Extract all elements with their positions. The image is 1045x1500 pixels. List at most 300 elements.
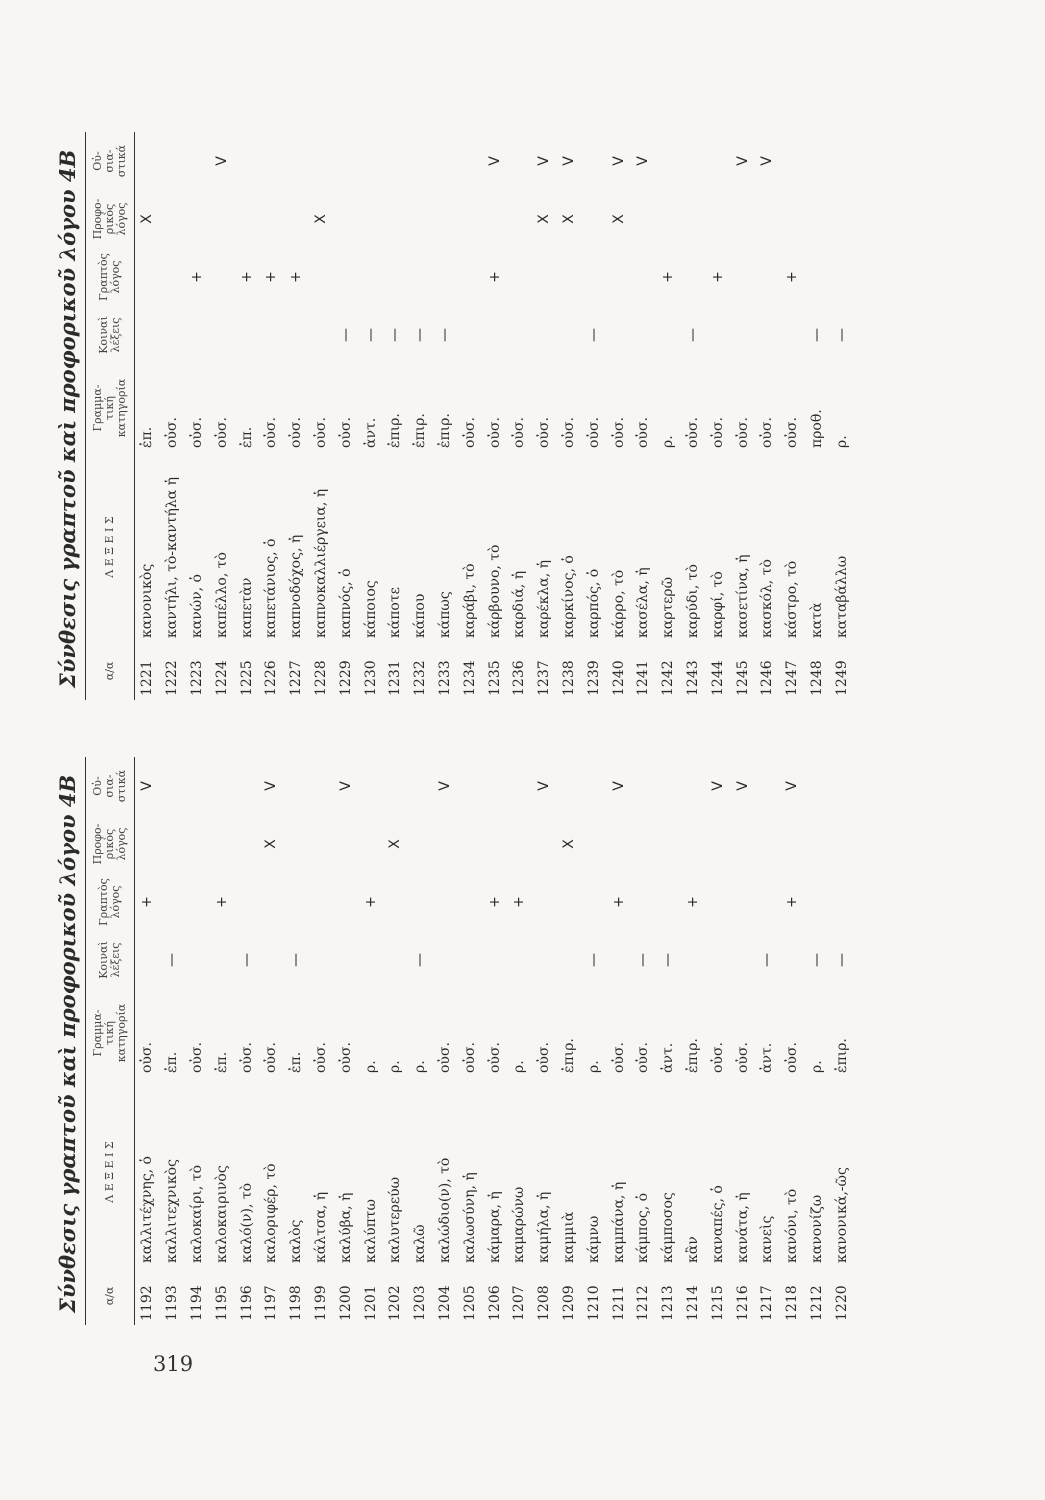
col-common-words-cell xyxy=(606,306,631,364)
col-written-cell xyxy=(333,248,358,306)
col-oral-cell xyxy=(805,815,830,873)
col-number-cell: 1234 xyxy=(461,660,478,696)
col-oral-cell: X xyxy=(560,839,577,849)
col-oral-cell xyxy=(383,190,408,248)
table-row xyxy=(681,757,706,1325)
col-word-cell: κάμποσος xyxy=(660,1192,677,1263)
col-written-cell xyxy=(656,873,681,931)
col-word-cell: καλλιτεχνικὸς xyxy=(164,1159,181,1263)
table-row xyxy=(433,132,458,700)
col-category-cell: οὐσ. xyxy=(312,1042,329,1073)
col-oral-cell xyxy=(433,190,458,248)
col-word-cell: κανονικὸς xyxy=(139,563,156,638)
col-category-cell: οὐσ. xyxy=(734,1042,751,1073)
col-number-cell: 1221 xyxy=(139,660,156,696)
col-common-words-cell: — xyxy=(337,328,354,342)
table-row xyxy=(705,132,730,700)
col-common-words-cell xyxy=(631,306,656,364)
col-number-cell: 1212 xyxy=(808,1285,825,1321)
col-word-cell: κἂν xyxy=(684,1236,701,1263)
col-written-cell xyxy=(705,873,730,931)
col-nouns-cell xyxy=(234,132,259,190)
col-word-cell: καράβι, τὸ xyxy=(461,563,478,638)
table-row xyxy=(457,132,482,700)
col-common-words-cell: — xyxy=(238,953,255,967)
col-common-words-cell xyxy=(780,931,805,989)
header-col-oral: Προφο- ρικὸς λόγος xyxy=(86,815,135,873)
col-written-cell xyxy=(730,873,755,931)
col-number-cell: 1223 xyxy=(188,660,205,696)
col-number-cell: 1233 xyxy=(436,660,453,696)
col-category-cell: ρ. xyxy=(511,1060,528,1073)
col-nouns-cell xyxy=(383,757,408,815)
col-nouns-cell xyxy=(284,132,309,190)
col-common-words-cell: — xyxy=(635,953,652,967)
col-number-cell: 1209 xyxy=(560,1285,577,1321)
col-number-cell: 1248 xyxy=(808,660,825,696)
col-nouns-cell xyxy=(457,757,482,815)
col-nouns-cell: V xyxy=(536,156,553,166)
col-number-cell: 1241 xyxy=(635,660,652,696)
col-word-cell: κασέλα, ἡ xyxy=(635,567,652,638)
table-row xyxy=(408,757,433,1325)
col-category-cell: οὐσ. xyxy=(337,417,354,448)
col-common-words-cell xyxy=(705,306,730,364)
col-nouns-cell xyxy=(160,132,185,190)
table-block-right xyxy=(55,132,854,700)
table-row xyxy=(209,132,234,700)
table-row xyxy=(557,757,582,1325)
header-row xyxy=(86,757,135,1325)
col-written-cell: + xyxy=(684,896,701,908)
table-row xyxy=(730,757,755,1325)
table-row xyxy=(557,132,582,700)
col-oral-cell xyxy=(606,815,631,873)
col-word-cell: καπετάνιος, ὁ xyxy=(263,538,280,638)
col-number-cell: 1216 xyxy=(734,1285,751,1321)
col-written-cell xyxy=(383,873,408,931)
col-written-cell: + xyxy=(486,896,503,908)
col-category-cell: ἐπιρ. xyxy=(412,413,429,448)
col-word-cell: καντήλι, τὸ-καντήλα ἡ xyxy=(164,476,181,638)
col-word-cell: καλωσύνη, ἡ xyxy=(461,1172,478,1263)
table-row xyxy=(408,132,433,700)
header-col-written: Γραπτὸς λόγος xyxy=(86,873,135,931)
col-written-cell: + xyxy=(784,271,801,283)
col-category-cell: ρ. xyxy=(412,1060,429,1073)
col-nouns-cell xyxy=(581,132,606,190)
col-common-words-cell: — xyxy=(585,328,602,342)
table-row xyxy=(135,757,160,1325)
table-title: Σύνθεσις γραπτοῦ καὶ προφορικοῦ λόγου 4Β xyxy=(55,774,80,1313)
col-oral-cell xyxy=(730,815,755,873)
col-oral-cell xyxy=(705,815,730,873)
col-word-cell: καπνοκαλλιέργεια, ἡ xyxy=(312,488,329,638)
col-written-cell xyxy=(681,248,706,306)
col-number-cell: 1197 xyxy=(263,1285,280,1321)
col-written-cell xyxy=(755,248,780,306)
col-nouns-cell xyxy=(805,757,830,815)
header-col-common-words: Κοιναὶ λέξεις xyxy=(86,931,135,989)
col-number-cell: 1206 xyxy=(486,1285,503,1321)
col-written-cell: + xyxy=(238,271,255,283)
col-number-cell: 1230 xyxy=(362,660,379,696)
col-common-words-cell: — xyxy=(164,953,181,967)
table-row xyxy=(606,757,631,1325)
col-category-cell: ρ. xyxy=(660,435,677,448)
col-common-words-cell xyxy=(185,306,210,364)
col-common-words-cell xyxy=(755,306,780,364)
col-category-cell: οὐσ. xyxy=(288,417,305,448)
col-nouns-cell xyxy=(185,132,210,190)
table-row xyxy=(780,132,805,700)
col-oral-cell xyxy=(457,190,482,248)
col-nouns-cell: V xyxy=(759,156,776,166)
table-row xyxy=(234,132,259,700)
col-common-words-cell xyxy=(209,306,234,364)
col-common-words-cell xyxy=(730,306,755,364)
col-word-cell: κατὰ xyxy=(808,602,825,638)
col-nouns-cell: V xyxy=(213,156,230,166)
col-category-cell: ἀντ. xyxy=(660,1042,677,1073)
col-common-words-cell: — xyxy=(412,328,429,342)
col-word-cell: κάμνω xyxy=(585,1215,602,1263)
col-written-cell xyxy=(358,248,383,306)
col-common-words-cell xyxy=(358,931,383,989)
col-number-cell: 1204 xyxy=(436,1285,453,1321)
col-nouns-cell xyxy=(160,757,185,815)
col-category-cell: ρ. xyxy=(808,1060,825,1073)
col-written-cell xyxy=(631,248,656,306)
col-word-cell: κασκόλ, τὸ xyxy=(759,559,776,638)
col-written-cell: + xyxy=(511,896,528,908)
col-written-cell xyxy=(557,248,582,306)
table-row xyxy=(829,132,854,700)
col-oral-cell xyxy=(185,815,210,873)
col-nouns-cell: V xyxy=(784,781,801,791)
table-row xyxy=(805,132,830,700)
col-common-words-cell: — xyxy=(412,953,429,967)
table-row xyxy=(284,757,309,1325)
col-common-words-cell xyxy=(309,931,334,989)
table-row xyxy=(606,132,631,700)
col-number-cell: 1240 xyxy=(610,660,627,696)
col-number-cell: 1243 xyxy=(684,660,701,696)
col-nouns-cell xyxy=(631,757,656,815)
table-row xyxy=(383,132,408,700)
col-category-cell: οὐσ. xyxy=(610,417,627,448)
col-word-cell: καρέκλα, ἡ xyxy=(536,559,553,638)
col-category-cell: ἐπ. xyxy=(164,1051,181,1073)
table-row xyxy=(284,132,309,700)
table-row xyxy=(160,132,185,700)
col-category-cell: ἐπ. xyxy=(288,1051,305,1073)
col-common-words-cell xyxy=(209,931,234,989)
col-common-words-cell xyxy=(507,306,532,364)
col-common-words-cell: — xyxy=(759,953,776,967)
col-number-cell: 1249 xyxy=(833,660,850,696)
col-oral-cell: X xyxy=(263,839,280,849)
col-common-words-cell xyxy=(606,931,631,989)
col-word-cell: κανονίζω xyxy=(808,1194,825,1263)
header-col-category: Γραμμα- τική κατηγορία xyxy=(86,989,135,1077)
col-number-cell: 1227 xyxy=(288,660,305,696)
col-common-words-cell xyxy=(135,306,160,364)
col-number-cell: 1192 xyxy=(139,1285,156,1321)
col-written-cell xyxy=(234,873,259,931)
col-number-cell: 1244 xyxy=(709,660,726,696)
col-number-cell: 1225 xyxy=(238,660,255,696)
col-nouns-cell xyxy=(185,757,210,815)
col-oral-cell xyxy=(309,815,334,873)
col-oral-cell xyxy=(681,815,706,873)
col-nouns-cell xyxy=(507,132,532,190)
col-oral-cell xyxy=(160,815,185,873)
table-row xyxy=(829,757,854,1325)
col-written-cell xyxy=(433,248,458,306)
col-number-cell: 1200 xyxy=(337,1285,354,1321)
col-common-words-cell: — xyxy=(288,953,305,967)
table-row xyxy=(631,757,656,1325)
col-oral-cell xyxy=(259,190,284,248)
col-number-cell: 1193 xyxy=(164,1285,181,1321)
col-word-cell: καλλιτέχνης, ὁ xyxy=(139,1156,156,1263)
col-written-cell xyxy=(209,248,234,306)
col-nouns-cell xyxy=(284,757,309,815)
col-oral-cell xyxy=(185,190,210,248)
col-oral-cell xyxy=(780,815,805,873)
header-col-nouns: Οὐ- σια- στικά xyxy=(86,757,135,815)
table-row xyxy=(780,757,805,1325)
col-common-words-cell xyxy=(383,931,408,989)
table-row xyxy=(482,757,507,1325)
col-nouns-cell xyxy=(557,757,582,815)
col-common-words-cell xyxy=(309,306,334,364)
table-row xyxy=(705,757,730,1325)
col-written-cell xyxy=(532,248,557,306)
col-number-cell: 1207 xyxy=(511,1285,528,1321)
col-category-cell: οὐσ. xyxy=(759,417,776,448)
col-written-cell xyxy=(160,248,185,306)
col-category-cell: οὐσ. xyxy=(734,417,751,448)
col-word-cell: καναπές, ὁ xyxy=(709,1185,726,1263)
col-oral-cell xyxy=(656,815,681,873)
col-category-cell: οὐσ. xyxy=(635,1042,652,1073)
col-nouns-cell xyxy=(234,757,259,815)
col-category-cell: ρ. xyxy=(387,1060,404,1073)
col-category-cell: οὐσ. xyxy=(709,417,726,448)
col-common-words-cell xyxy=(656,306,681,364)
col-number-cell: 1210 xyxy=(585,1285,602,1321)
col-oral-cell xyxy=(730,190,755,248)
col-common-words-cell xyxy=(284,306,309,364)
col-word-cell: κάρβουνο, τὸ xyxy=(486,544,503,638)
col-category-cell: οὐσ. xyxy=(486,417,503,448)
col-number-cell: 1218 xyxy=(784,1285,801,1321)
col-nouns-cell: V xyxy=(610,781,627,791)
col-oral-cell xyxy=(705,190,730,248)
col-common-words-cell xyxy=(507,931,532,989)
col-category-cell: ἐπιρ. xyxy=(436,413,453,448)
col-word-cell: κανονικά,-ῶς xyxy=(833,1167,850,1263)
table-body xyxy=(135,132,855,700)
col-written-cell xyxy=(433,873,458,931)
table-row xyxy=(185,132,210,700)
col-category-cell: ἀντ. xyxy=(362,417,379,448)
col-number-cell: 1211 xyxy=(610,1285,627,1321)
header-col-word: Λ Ε Ξ Ε Ι Σ xyxy=(86,452,135,642)
word-table xyxy=(85,132,854,700)
col-number-cell: 1231 xyxy=(387,660,404,696)
col-oral-cell xyxy=(507,190,532,248)
col-oral-cell xyxy=(457,815,482,873)
header-col-word: Λ Ε Ξ Ε Ι Σ xyxy=(86,1077,135,1267)
col-category-cell: οὐσ. xyxy=(635,417,652,448)
col-nouns-cell xyxy=(656,132,681,190)
col-word-cell: καταβάλλω xyxy=(833,555,850,638)
table-block-left xyxy=(55,757,854,1325)
col-category-cell: ἐπ. xyxy=(238,426,255,448)
col-oral-cell xyxy=(284,815,309,873)
col-common-words-cell xyxy=(705,931,730,989)
header-col-number: α/α xyxy=(86,1267,135,1325)
col-word-cell: καμαρώνω xyxy=(511,1186,528,1263)
table-row xyxy=(631,132,656,700)
col-common-words-cell xyxy=(234,306,259,364)
col-category-cell: οὐσ. xyxy=(188,417,205,448)
col-category-cell: οὐσ. xyxy=(263,1042,280,1073)
col-number-cell: 1245 xyxy=(734,660,751,696)
col-common-words-cell xyxy=(730,931,755,989)
col-nouns-cell xyxy=(507,757,532,815)
col-written-cell xyxy=(284,873,309,931)
col-category-cell: οὐσ. xyxy=(139,1042,156,1073)
col-category-cell: ἀντ. xyxy=(759,1042,776,1073)
col-common-words-cell: — xyxy=(684,328,701,342)
table-row xyxy=(532,757,557,1325)
table-row xyxy=(358,757,383,1325)
col-oral-cell xyxy=(581,815,606,873)
col-category-cell: ἐπιρ. xyxy=(833,1038,850,1073)
col-nouns-cell xyxy=(805,132,830,190)
col-nouns-cell: V xyxy=(536,781,553,791)
table-row xyxy=(309,132,334,700)
col-word-cell: καλύπτω xyxy=(362,1199,379,1263)
col-common-words-cell: — xyxy=(362,328,379,342)
col-written-cell xyxy=(185,873,210,931)
table-row xyxy=(259,132,284,700)
col-category-cell: οὐσ. xyxy=(337,1042,354,1073)
col-nouns-cell xyxy=(309,132,334,190)
col-category-cell: οὐσ. xyxy=(213,417,230,448)
table-row xyxy=(581,132,606,700)
col-word-cell: καλοριφέρ, τὸ xyxy=(263,1163,280,1263)
col-oral-cell xyxy=(284,190,309,248)
col-category-cell: οὐσ. xyxy=(684,417,701,448)
col-word-cell: κασετίνα, ἡ xyxy=(734,554,751,638)
col-written-cell xyxy=(805,873,830,931)
col-word-cell: κάμαρα, ἡ xyxy=(486,1191,503,1263)
col-nouns-cell: V xyxy=(734,781,751,791)
col-oral-cell xyxy=(333,815,358,873)
col-number-cell: 1205 xyxy=(461,1285,478,1321)
col-category-cell: οὐσ. xyxy=(784,417,801,448)
col-nouns-cell xyxy=(383,132,408,190)
col-written-cell xyxy=(309,248,334,306)
col-oral-cell: X xyxy=(610,214,627,224)
col-number-cell: 1247 xyxy=(784,660,801,696)
col-category-cell: ρ. xyxy=(362,1060,379,1073)
col-oral-cell xyxy=(631,190,656,248)
col-common-words-cell: — xyxy=(660,953,677,967)
col-nouns-cell xyxy=(581,757,606,815)
col-common-words-cell: — xyxy=(833,328,850,342)
col-oral-cell: X xyxy=(387,839,404,849)
col-nouns-cell xyxy=(358,132,383,190)
col-written-cell xyxy=(557,873,582,931)
col-word-cell: καλὸς xyxy=(288,1219,305,1263)
col-nouns-cell: V xyxy=(337,781,354,791)
col-common-words-cell xyxy=(482,306,507,364)
col-category-cell: οὐσ. xyxy=(784,1042,801,1073)
header-col-written: Γραπτὸς λόγος xyxy=(86,248,135,306)
col-number-cell: 1212 xyxy=(635,1285,652,1321)
col-category-cell: οὐσ. xyxy=(164,417,181,448)
col-nouns-cell: V xyxy=(734,156,751,166)
col-number-cell: 1220 xyxy=(833,1285,850,1321)
col-nouns-cell xyxy=(705,132,730,190)
col-common-words-cell: — xyxy=(808,953,825,967)
col-oral-cell xyxy=(829,190,854,248)
col-category-cell: ἐπιρ. xyxy=(560,1038,577,1073)
col-oral-cell xyxy=(333,190,358,248)
word-table xyxy=(85,757,854,1325)
col-written-cell xyxy=(606,248,631,306)
col-category-cell: οὐσ. xyxy=(486,1042,503,1073)
table-body xyxy=(135,757,855,1325)
table-row xyxy=(581,757,606,1325)
col-nouns-cell xyxy=(681,757,706,815)
header-col-oral: Προφο- ρικὸς λόγος xyxy=(86,190,135,248)
col-number-cell: 1213 xyxy=(660,1285,677,1321)
col-word-cell: κάπου xyxy=(412,593,429,638)
col-common-words-cell: — xyxy=(585,953,602,967)
col-nouns-cell: V xyxy=(635,156,652,166)
col-word-cell: καπετὰν xyxy=(238,577,255,638)
col-word-cell: κάποιος xyxy=(362,580,379,638)
col-oral-cell xyxy=(482,190,507,248)
col-word-cell: καρπός, ὁ xyxy=(585,568,602,638)
col-written-cell xyxy=(135,248,160,306)
table-row xyxy=(482,132,507,700)
col-common-words-cell: — xyxy=(387,328,404,342)
col-number-cell: 1236 xyxy=(511,660,528,696)
col-word-cell: καπέλλο, τὸ xyxy=(213,552,230,638)
col-category-cell: προθ. xyxy=(808,409,825,448)
col-number-cell: 1238 xyxy=(560,660,577,696)
col-written-cell xyxy=(408,873,433,931)
col-written-cell xyxy=(507,248,532,306)
col-common-words-cell: — xyxy=(833,953,850,967)
col-nouns-cell xyxy=(656,757,681,815)
col-word-cell: καλώδιο(ν), τὸ xyxy=(436,1157,453,1263)
table-row xyxy=(507,757,532,1325)
col-nouns-cell xyxy=(829,757,854,815)
header-col-number: α/α xyxy=(86,642,135,700)
col-written-cell: + xyxy=(139,896,156,908)
col-written-cell xyxy=(829,248,854,306)
col-written-cell xyxy=(259,873,284,931)
